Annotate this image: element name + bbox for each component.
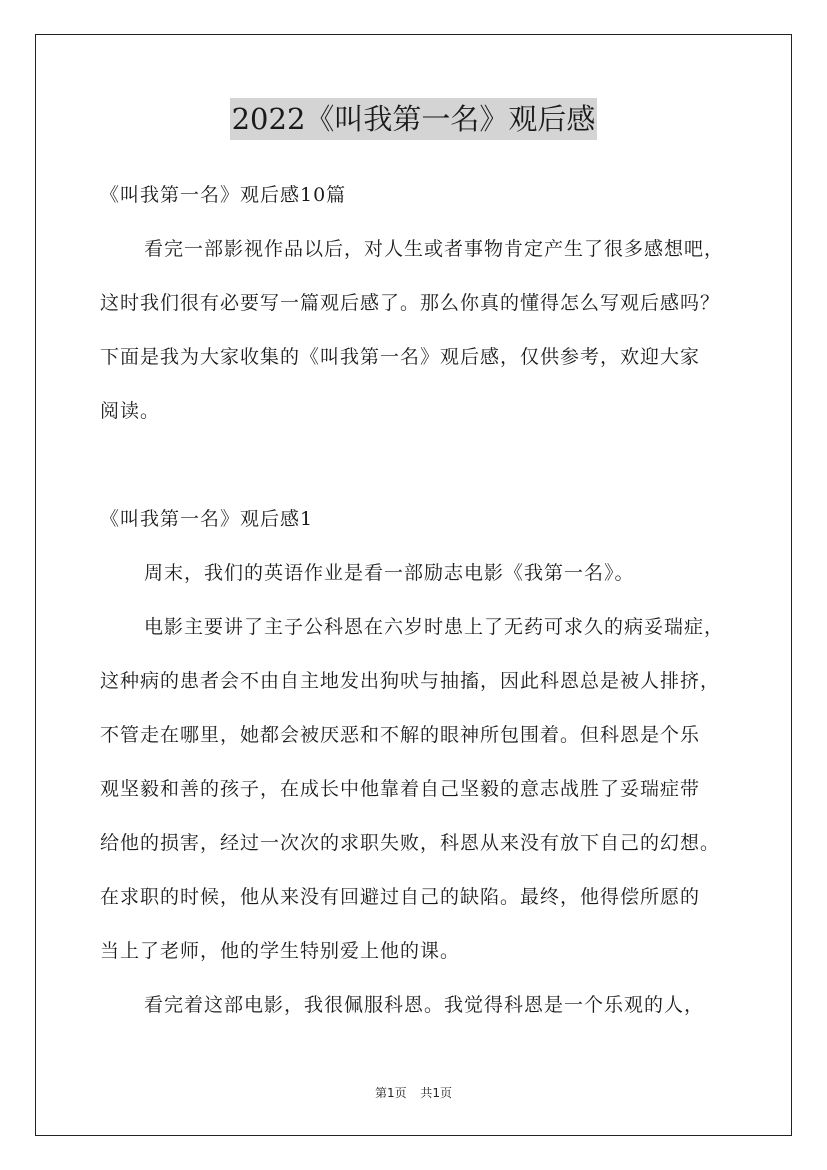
paragraph-line: 电影主要讲了主子公科恩在六岁时患上了无药可求久的病妥瑞症， xyxy=(144,616,725,638)
paragraph-line: 周末，我们的英语作业是看一部励志电影《我第一名》。 xyxy=(144,562,635,584)
document-title-container xyxy=(0,98,827,140)
paragraph-line: 这种病的患者会不由自主地发出狗吠与抽搐，因此科恩总是被人排挤， xyxy=(100,670,721,692)
intro-line: 这时我们很有必要写一篇观后感了。那么你真的懂得怎么写观后感吗？ xyxy=(100,292,721,314)
document-title: 2022《叫我第一名》观后感 xyxy=(230,98,598,140)
paragraph-line: 不管走在哪里，她都会被厌恶和不解的眼神所包围着。但科恩是个乐 xyxy=(100,724,701,746)
paragraph-line: 在求职的时候，他从来没有回避过自己的缺陷。最终，他得偿所愿的 xyxy=(100,886,701,908)
paragraph-line: 看完着这部电影，我很佩服科恩。我觉得科恩是一个乐观的人， xyxy=(144,994,705,1016)
intro-line: 阅读。 xyxy=(100,400,161,422)
document-subtitle: 《叫我第一名》观后感10篇 xyxy=(100,184,347,206)
page-footer xyxy=(0,1084,827,1101)
document-body xyxy=(100,168,750,1032)
paragraph-line: 当上了老师，他的学生特别爱上他的课。 xyxy=(100,940,461,962)
page-number-current: 第1页 xyxy=(374,1086,407,1100)
page-number-total: 共1页 xyxy=(420,1086,453,1100)
paragraph-gap xyxy=(100,438,750,492)
intro-line: 看完一部影视作品以后，对人生或者事物肯定产生了很多感想吧， xyxy=(144,238,725,260)
section-heading: 《叫我第一名》观后感1 xyxy=(100,508,314,530)
paragraph-line: 给他的损害，经过一次次的求职失败，科恩从来没有放下自己的幻想。 xyxy=(100,832,721,854)
intro-line: 下面是我为大家收集的《叫我第一名》观后感，仅供参考，欢迎大家 xyxy=(100,346,701,368)
paragraph-line: 观坚毅和善的孩子，在成长中他靠着自己坚毅的意志战胜了妥瑞症带 xyxy=(100,778,701,800)
